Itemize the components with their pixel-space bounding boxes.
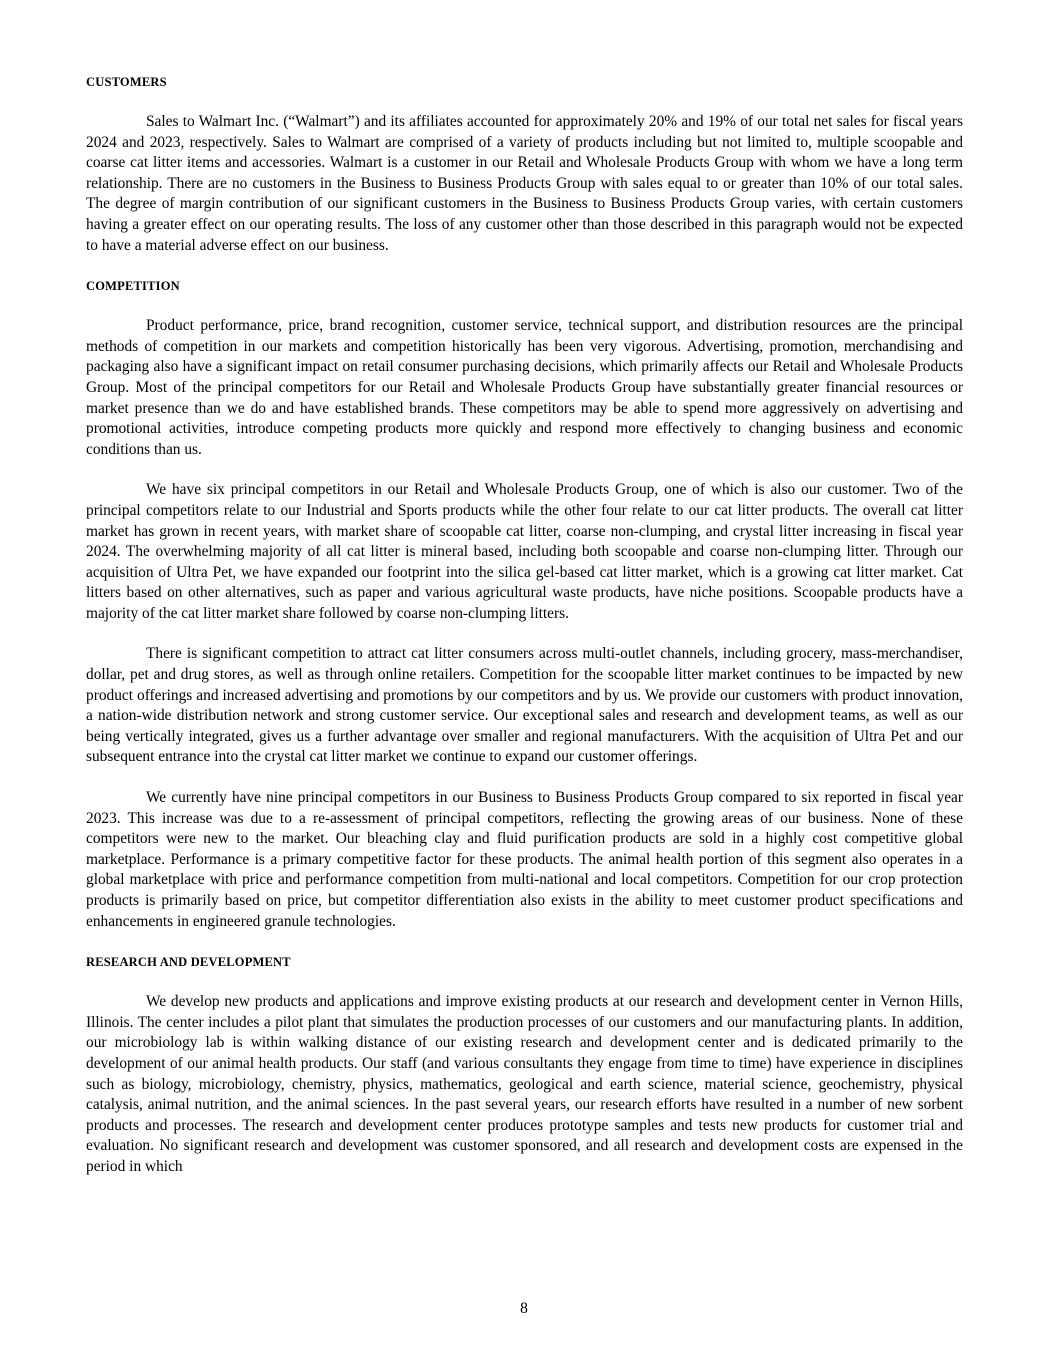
competition-paragraph-1: Product performance, price, brand recognition, customer service, technical support, and distribution resources are the principal methods of competition in our markets and competition historically has been very vigorous. Advertising, promotion, merchandising and packaging also have a significant impact on retail consumer purchasing decisions, which primarily affects our Retail and Wholesale Products Group. Most of the principal competitors for our Retail and Wholesale Products Group have substantially greater financial resources or market presence than we do and have established brands. These competitors may be able to spend more aggressively on advertising and promotional activities, introduce competing products more quickly and respond more effectively to changing business and economic conditions than us.	[86, 317, 963, 458]
section-heading-customers	[86, 72, 963, 92]
heading-text: CUSTOMERS	[86, 75, 167, 89]
section-heading-research	[86, 952, 963, 972]
section-heading-competition	[86, 276, 963, 296]
page-number: 8	[520, 1300, 528, 1317]
heading-text: RESEARCH AND DEVELOPMENT	[86, 955, 291, 970]
competition-paragraph-2: We have six principal competitors in our Retail and Wholesale Products Group, one of which is also our customer. Two of the principal competitors relate to our Industrial and Sports products while the other four relate to our cat litter products. The overall cat litter market has grown in recent years, with market share of scoopable cat litter, coarse non-clumping, and crystal litter increasing in fiscal year 2024. The overwhelming majority of all cat litter is mineral based, including both scoopable and coarse non-clumping litter. Through our acquisition of Ultra Pet, we have expanded our footprint into the silica gel-based cat litter market, which is a growing cat litter market. Cat litters based on other alternatives, such as paper and various agricultural waste products, have niche positions. Scoopable products have a majority of the cat litter market share followed by coarse non-clumping litters.	[86, 481, 963, 622]
research-paragraph-1: We develop new products and applications and improve existing products at our research and development center in Vernon Hills, Illinois. The center includes a pilot plant that simulates the production processes of our customers and our manufacturing plants. In addition, our microbiology lab is within walking distance of our existing research and development center and is dedicated primarily to the development of our animal health products. Our staff (and various consultants they engage from time to time) have experience in disciplines such as biology, microbiology, chemistry, physics, mathematics, geological and earth science, material science, geochemistry, physical catalysis, animal nutrition, and the animal sciences. In the past several years, our research efforts have resulted in a number of new sorbent products and processes. The research and development center produces prototype samples and tests new products for customer trial and evaluation. No significant research and development was customer sponsored, and all research and development costs are expensed in the period in which	[86, 993, 963, 1175]
competition-paragraph-3: There is significant competition to attract cat litter consumers across multi-outlet channels, including grocery, mass-merchandiser, dollar, pet and drug stores, as well as through online retailers. Competition for the scoopable litter market continues to be impacted by new product offerings and increased advertising and promotions by our competitors and by us. We provide our customers with product innovation, a nation-wide distribution network and strong customer service. Our exceptional sales and research and development teams, as well as our being vertically integrated, gives us a further advantage over smaller and regional manufacturers. With the acquisition of Ultra Pet and our subsequent entrance into the crystal cat litter market we continue to expand our customer offerings.	[86, 645, 963, 766]
customers-paragraph-1: Sales to Walmart Inc. (“Walmart”) and its affiliates accounted for approximately 20% and 19% of our total net sales for fiscal years 2024 and 2023, respectively. Sales to Walmart are comprised of a variety of products including but not limited to, multiple scoopable and coarse cat litter items and accessories. Walmart is a customer in our Retail and Wholesale Products Group with whom we have a long term relationship. There are no customers in the Business to Business Products Group with sales equal to or greater than 10% of our total sales. The degree of margin contribution of our significant customers in the Business to Business Products Group varies, with certain customers having a greater effect on our operating results. The loss of any customer other than those described in this paragraph would not be expected to have a material adverse effect on our business.	[86, 113, 963, 254]
document-page	[86, 72, 963, 1178]
heading-text: COMPETITION	[86, 279, 180, 294]
competition-paragraph-4: We currently have nine principal competitors in our Business to Business Products Group compared to six reported in fiscal year 2023. This increase was due to a re-assessment of principal competitors, reflecting the growing areas of our business. None of these competitors were new to the market. Our bleaching clay and fluid purification products are sold in a highly cost competitive global marketplace. Performance is a primary competitive factor for these products. The animal health portion of this segment also operates in a global marketplace with price and performance competition from multi-national and local competitors. Competition for our crop protection products is primarily based on price, but competitor differentiation also exists in the ability to meet customer product specifications and enhancements in engineered granule technologies.	[86, 789, 963, 930]
